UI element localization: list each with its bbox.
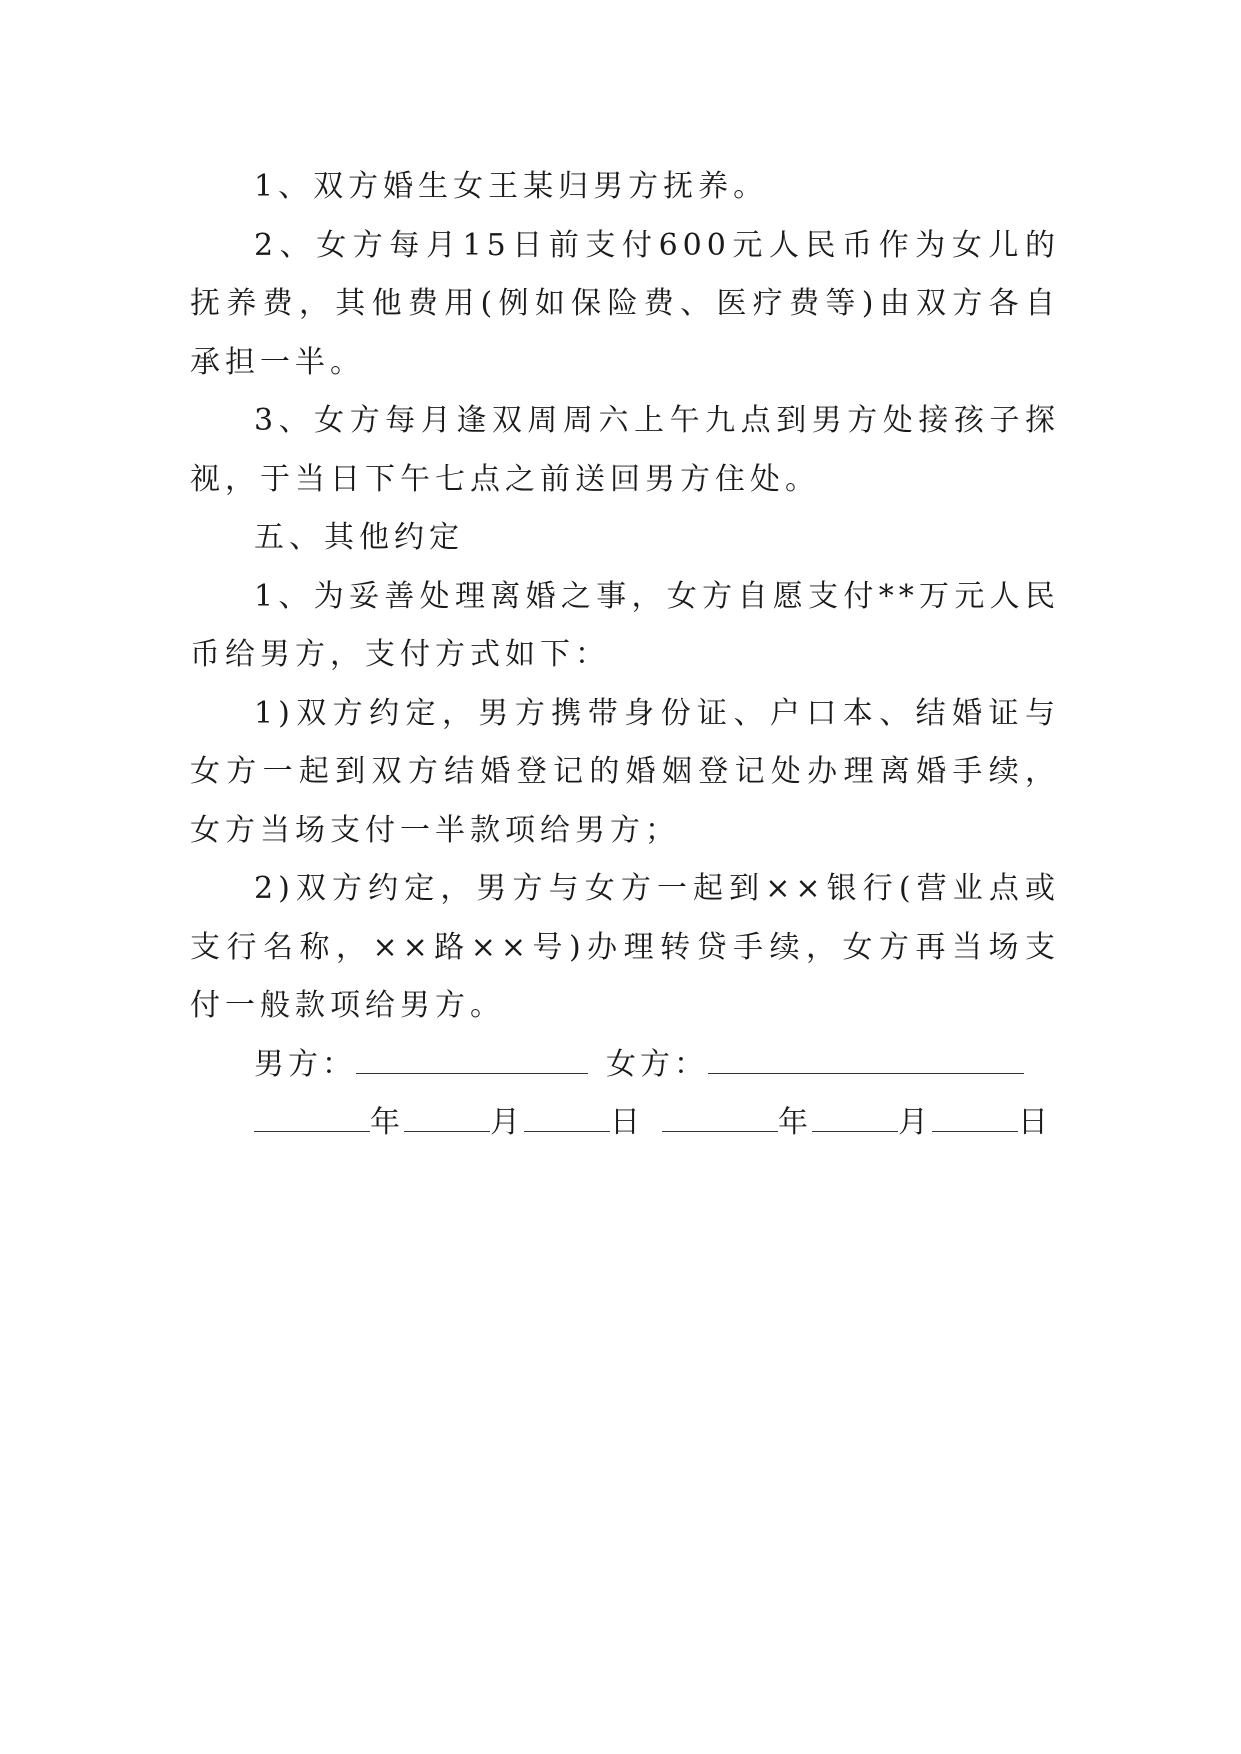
male-date-year-label: 年 (370, 1105, 404, 1140)
female-date-day-blank[interactable] (932, 1109, 1018, 1132)
female-date-month-blank[interactable] (812, 1109, 898, 1132)
male-date-month-label: 月 (490, 1105, 524, 1140)
date-row (190, 1094, 1060, 1153)
clause-custody: 1、双方婚生女王某归男方抚养。 (254, 169, 769, 204)
female-date-year-label: 年 (778, 1105, 812, 1140)
female-date-month-label: 月 (898, 1105, 932, 1140)
female-date-year-blank[interactable] (662, 1109, 778, 1132)
male-date-month-blank[interactable] (404, 1109, 490, 1132)
document-body (190, 158, 1060, 1153)
clause-compensation: 1、为妥善处理离婚之事，女方自愿支付**万元人民币给男方，支付方式如下： (190, 578, 1060, 672)
clause-child-support: 2、女方每月15日前支付600元人民币作为女儿的抚养费，其他费用(例如保险费、医疗费等)由双方各自承担一半。 (190, 227, 1060, 380)
female-signature-blank[interactable] (708, 1051, 1024, 1074)
signature-row (190, 1036, 1060, 1095)
male-date-year-blank[interactable] (254, 1109, 370, 1132)
clause-payment-method-2: 2)双方约定，男方与女方一起到××银行(营业点或支行名称，××路××号)办理转贷手续，女方再当场支付一般款项给男方。 (190, 871, 1060, 1023)
section-heading-other-agreements: 五、其他约定 (254, 520, 464, 555)
male-date-day-blank[interactable] (524, 1109, 610, 1132)
male-date-day-label: 日 (610, 1105, 644, 1140)
male-signature-blank[interactable] (356, 1051, 588, 1074)
clause-payment-method-1: 1)双方约定，男方携带身份证、户口本、结婚证与女方一起到双方结婚登记的婚姻登记处办理离婚手续，女方当场支付一半款项给男方； (190, 695, 1060, 848)
clause-visitation: 3、女方每月逢双周周六上午九点到男方处接孩子探视，于当日下午七点之前送回男方住处。 (190, 403, 1060, 497)
female-date-day-label: 日 (1018, 1105, 1052, 1140)
female-signature-label: 女方： (606, 1046, 708, 1082)
male-signature-label: 男方： (254, 1046, 356, 1082)
